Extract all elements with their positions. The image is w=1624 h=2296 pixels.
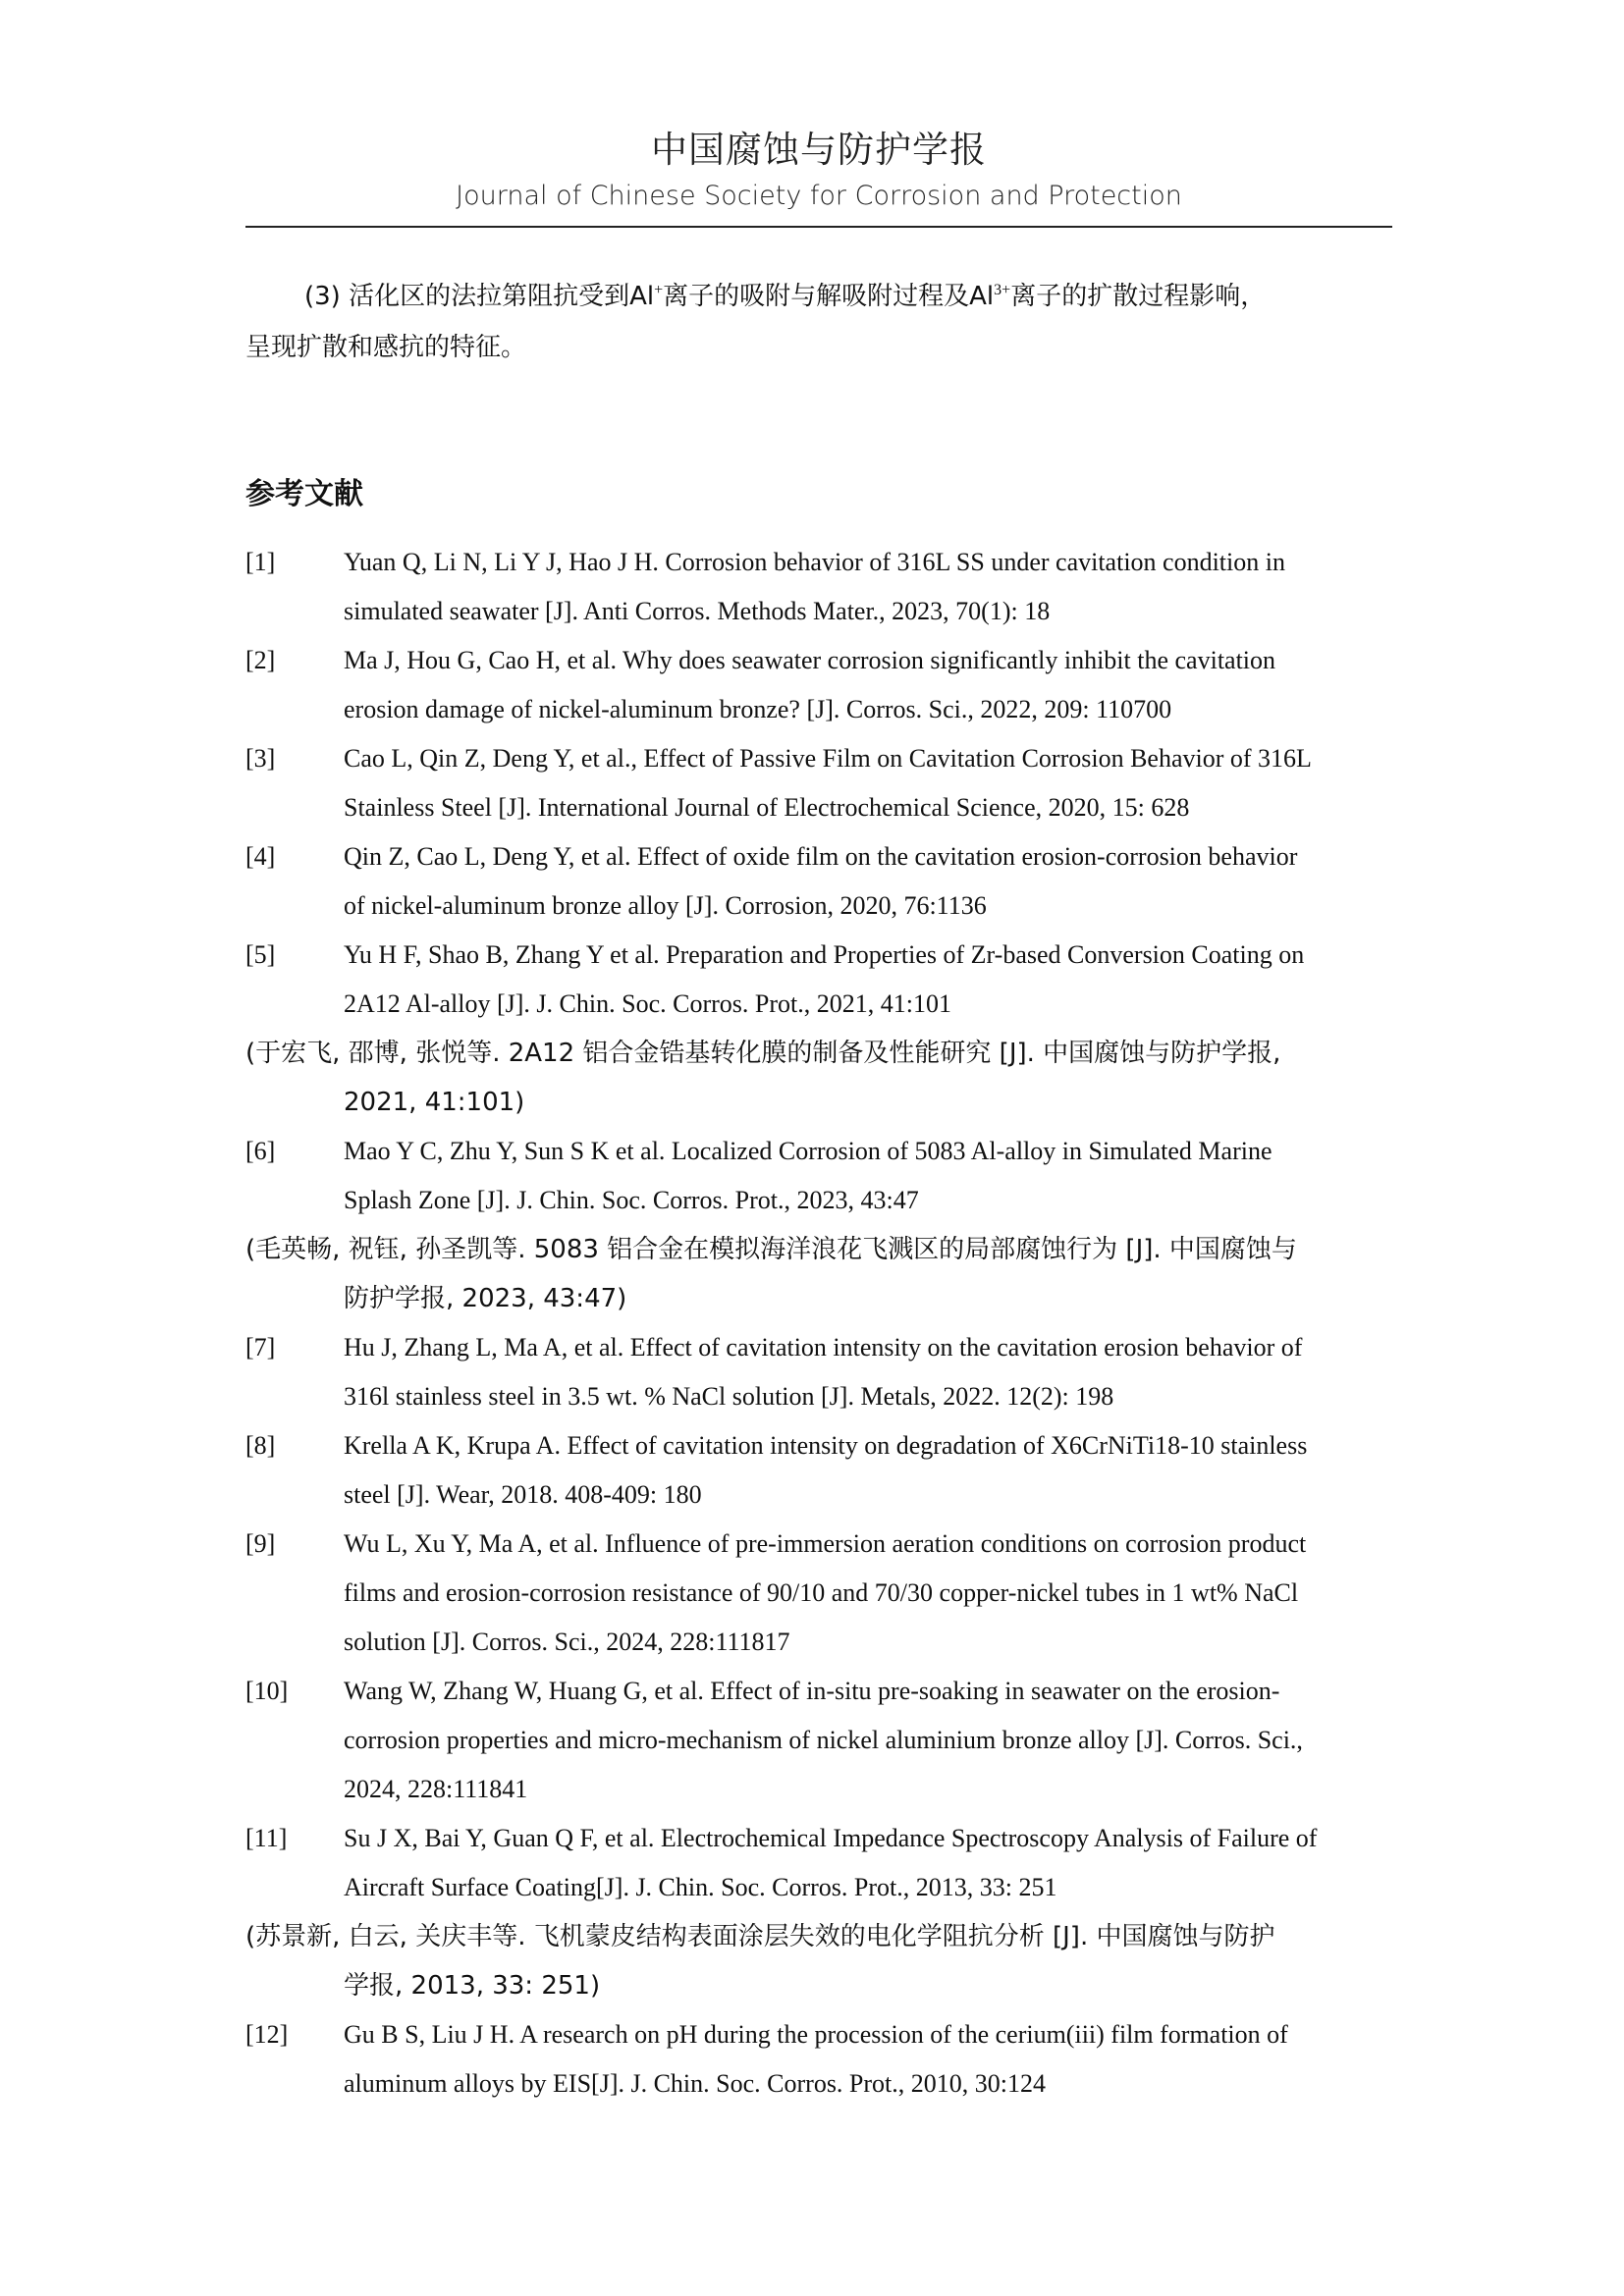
reference-number: [11] [245, 1824, 288, 1852]
reference-item [245, 636, 1390, 734]
reference-text [344, 538, 1390, 636]
reference-line: Yu H F, Shao B, Zhang Y et al. Preparation and Properties of Zr-based Conversion Coating on [344, 940, 1305, 969]
reference-chinese-translation [245, 1225, 1390, 1323]
reference-number: [10] [245, 1677, 289, 1705]
references-heading: 参考文献 [245, 477, 363, 511]
reference-item [245, 832, 1390, 931]
reference-text [344, 734, 1390, 832]
reference-number: [9] [245, 1529, 276, 1558]
journal-header [245, 126, 1392, 214]
conclusion-paragraph [245, 271, 1390, 373]
reference-line: Yuan Q, Li N, Li Y J, Hao J H. Corrosion behavior of 316L SS under cavitation condition in [344, 548, 1285, 576]
reference-item [245, 1814, 1390, 1912]
reference-line: Hu J, Zhang L, Ma A, et al. Effect of cavitation intensity on the cavitation erosion behavior of [344, 1333, 1303, 1362]
conclusion-text-d: 呈现扩散和感抗的特征。 [245, 333, 527, 362]
reference-line: Ma J, Hou G, Cao H, et al. Why does seawater corrosion significantly inhibit the cavitation [344, 646, 1276, 674]
conclusion-text-c: 离子的扩散过程影响， [1010, 282, 1267, 311]
reference-text [344, 1323, 1390, 1421]
reference-line: Mao Y C, Zhu Y, Sun S K et al. Localized Corrosion of 5083 Al-alloy in Simulated Marine [344, 1137, 1272, 1165]
reference-line: films and erosion-corrosion resistance of 90/10 and 70/30 copper-nickel tubes in 1 wt% NaCl [344, 1578, 1299, 1607]
reference-item [245, 1323, 1390, 1421]
reference-cn-line: (毛英畅, 祝钰, 孙圣凯等. 5083 铝合金在模拟海洋浪花飞溅区的局部腐蚀行为 [J]. 中国腐蚀与 [245, 1235, 1297, 1264]
reference-line: 2024, 228:111841 [344, 1775, 528, 1803]
journal-title-cn: 中国腐蚀与防护学报 [651, 129, 987, 171]
reference-item [245, 1127, 1390, 1225]
reference-number: [2] [245, 646, 276, 674]
reference-line: aluminum alloys by EIS[J]. J. Chin. Soc. Corros. Prot., 2010, 30:124 [344, 2069, 1046, 2098]
reference-line: corrosion properties and micro-mechanism of nickel aluminium bronze alloy [J]. Corros. Sci., [344, 1726, 1303, 1754]
conclusion-text-a: (3) 活化区的法拉第阻抗受到Al [304, 282, 655, 311]
reference-line: steel [J]. Wear, 2018. 408-409: 180 [344, 1480, 702, 1509]
reference-chinese-translation [245, 1912, 1390, 2010]
reference-cn-line: 防护学报, 2023, 43:47) [344, 1284, 627, 1313]
reference-text [344, 636, 1390, 734]
reference-line: 2A12 Al-alloy [J]. J. Chin. Soc. Corros. Prot., 2021, 41:101 [344, 989, 951, 1018]
reference-text [344, 1814, 1390, 1912]
reference-item [245, 538, 1390, 636]
reference-line: Gu B S, Liu J H. A research on pH during the procession of the cerium(iii) film formation of [344, 2020, 1288, 2049]
reference-line: Krella A K, Krupa A. Effect of cavitation intensity on degradation of X6CrNiTi18-10 stainless [344, 1431, 1308, 1460]
reference-line: erosion damage of nickel-aluminum bronze? [J]. Corros. Sci., 2022, 209: 110700 [344, 695, 1172, 723]
reference-text [344, 2010, 1390, 2109]
reference-number: [1] [245, 548, 276, 576]
reference-line: Aircraft Surface Coating[J]. J. Chin. Soc. Corros. Prot., 2013, 33: 251 [344, 1873, 1057, 1901]
header-rule [245, 226, 1392, 228]
reference-line: of nickel-aluminum bronze alloy [J]. Corrosion, 2020, 76:1136 [344, 891, 987, 920]
reference-item [245, 931, 1390, 1029]
journal-title-en: Journal of Chinese Society for Corrosion and Protection [456, 181, 1182, 211]
reference-text [344, 1520, 1390, 1667]
reference-text [344, 931, 1390, 1029]
reference-line: 316l stainless steel in 3.5 wt. % NaCl solution [J]. Metals, 2022. 12(2): 198 [344, 1382, 1114, 1411]
conclusion-text-b: 离子的吸附与解吸附过程及Al [663, 282, 995, 311]
reference-number: [5] [245, 940, 276, 969]
reference-item [245, 734, 1390, 832]
superscript-3plus: 3+ [994, 282, 1011, 298]
reference-text [344, 1127, 1390, 1225]
reference-line: solution [J]. Corros. Sci., 2024, 228:111817 [344, 1628, 790, 1656]
reference-item [245, 2010, 1390, 2109]
reference-line: Stainless Steel [J]. International Journal of Electrochemical Science, 2020, 15: 628 [344, 793, 1190, 822]
reference-text [344, 1667, 1390, 1814]
reference-item [245, 1520, 1390, 1667]
reference-item [245, 1421, 1390, 1520]
reference-text [344, 832, 1390, 931]
reference-number: [4] [245, 842, 276, 871]
reference-line: Splash Zone [J]. J. Chin. Soc. Corros. Prot., 2023, 43:47 [344, 1186, 919, 1214]
reference-number: [8] [245, 1431, 276, 1460]
conclusion-line-2 [245, 322, 1390, 373]
reference-number: [6] [245, 1137, 276, 1165]
reference-line: Su J X, Bai Y, Guan Q F, et al. Electrochemical Impedance Spectroscopy Analysis of Failure of [344, 1824, 1318, 1852]
reference-chinese-translation [245, 1029, 1390, 1127]
reference-cn-line: (苏景新, 白云, 关庆丰等. 飞机蒙皮结构表面涂层失效的电化学阻抗分析 [J]. 中国腐蚀与防护 [245, 1922, 1275, 1951]
references-list [245, 538, 1390, 2109]
reference-text [344, 1421, 1390, 1520]
reference-line: Cao L, Qin Z, Deng Y, et al., Effect of Passive Film on Cavitation Corrosion Behavior of 316L [344, 744, 1312, 773]
reference-line: Wang W, Zhang W, Huang G, et al. Effect of in-situ pre-soaking in seawater on the erosion- [344, 1677, 1280, 1705]
reference-item [245, 1667, 1390, 1814]
reference-number: [7] [245, 1333, 276, 1362]
reference-cn-line: (于宏飞, 邵博, 张悦等. 2A12 铝合金锆基转化膜的制备及性能研究 [J]. 中国腐蚀与防护学报, [245, 1039, 1281, 1068]
reference-line: Wu L, Xu Y, Ma A, et al. Influence of pre-immersion aeration conditions on corrosion product [344, 1529, 1307, 1558]
reference-cn-line: 学报, 2013, 33: 251) [344, 1971, 601, 2001]
reference-line: simulated seawater [J]. Anti Corros. Methods Mater., 2023, 70(1): 18 [344, 597, 1051, 625]
reference-number: [12] [245, 2020, 289, 2049]
conclusion-line-1 [245, 271, 1390, 322]
superscript-plus: + [654, 282, 664, 298]
reference-number: [3] [245, 744, 276, 773]
reference-line: Qin Z, Cao L, Deng Y, et al. Effect of oxide film on the cavitation erosion-corrosion behavior [344, 842, 1298, 871]
reference-cn-line: 2021, 41:101) [344, 1088, 525, 1117]
